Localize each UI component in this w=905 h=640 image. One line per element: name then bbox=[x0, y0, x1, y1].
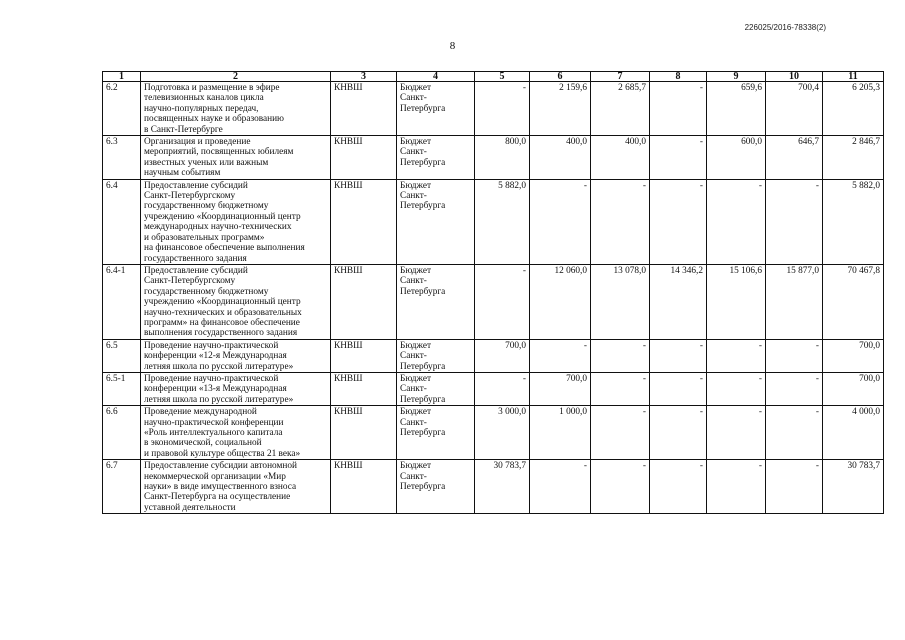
description-line: Проведение научно-практической bbox=[144, 340, 279, 351]
funding-source-line: Бюджет bbox=[400, 407, 432, 418]
funding-source-line: Санкт- bbox=[400, 147, 427, 158]
funding-source-cell bbox=[397, 179, 475, 264]
amount-cell-8: - bbox=[650, 460, 707, 514]
item-number-cell: 6.5-1 bbox=[103, 372, 141, 405]
table-row bbox=[103, 179, 884, 264]
amount-cell-9: - bbox=[707, 460, 766, 514]
funding-source-line: Петербурга bbox=[400, 157, 446, 168]
column-header: 1 bbox=[103, 72, 141, 82]
table-row bbox=[103, 406, 884, 460]
table-row bbox=[103, 372, 884, 405]
description-line: конференции «13-я Международная bbox=[144, 384, 287, 395]
description-line: государственного задания bbox=[144, 253, 247, 264]
amount-cell-9: 600,0 bbox=[707, 136, 766, 180]
funding-source-line: Петербурга bbox=[400, 103, 446, 114]
description-line: Предоставление субсидий bbox=[144, 180, 248, 191]
column-header: 7 bbox=[591, 72, 650, 82]
funding-source-line: Петербурга bbox=[400, 394, 446, 405]
description-line: учреждению «Координационный центр bbox=[144, 297, 301, 308]
description-line: науки» в виде имущественного взноса bbox=[144, 482, 297, 493]
amount-cell-9: - bbox=[707, 406, 766, 460]
funding-source-line: Бюджет bbox=[400, 180, 432, 191]
funding-source-line: Санкт- bbox=[400, 351, 427, 362]
column-header: 6 bbox=[530, 72, 591, 82]
description-line: телевизионных каналов цикла bbox=[144, 93, 264, 104]
amount-cell-7: - bbox=[591, 406, 650, 460]
funding-source-line: Петербурга bbox=[400, 286, 446, 297]
funding-source-line: Бюджет bbox=[400, 83, 432, 93]
amount-cell-11: 6 205,3 bbox=[823, 82, 884, 136]
executor-cell: КНВШ bbox=[331, 406, 397, 460]
description-line: и образовательных программ» bbox=[144, 232, 265, 243]
funding-source-cell bbox=[397, 136, 475, 180]
amount-cell-9: 659,6 bbox=[707, 82, 766, 136]
page-number: 8 bbox=[449, 40, 456, 52]
description-line: «Роль интеллектуального капитала bbox=[144, 428, 283, 438]
amount-cell-11: 2 846,7 bbox=[823, 136, 884, 180]
amount-cell-7: 2 685,7 bbox=[591, 82, 650, 136]
funding-source-line: Петербурга bbox=[400, 361, 446, 372]
amount-cell-5: - bbox=[475, 372, 530, 405]
item-number-cell: 6.3 bbox=[103, 136, 141, 180]
amount-cell-6: - bbox=[530, 339, 591, 372]
funding-source-line: Санкт- bbox=[400, 93, 427, 104]
funding-source-line: Санкт- bbox=[400, 471, 427, 482]
amount-cell-8: - bbox=[650, 372, 707, 405]
amount-cell-6: - bbox=[530, 179, 591, 264]
item-number-cell: 6.6 bbox=[103, 406, 141, 460]
document-registration-number: 226025/2016-78338(2) bbox=[744, 23, 826, 32]
table-row bbox=[103, 264, 884, 339]
description-line: государственному бюджетному bbox=[144, 201, 269, 212]
funding-source-line: Санкт- bbox=[400, 276, 427, 287]
description-line: международных научно-технических bbox=[144, 222, 292, 233]
executor-cell: КНВШ bbox=[331, 136, 397, 180]
funding-source-line: Бюджет bbox=[400, 340, 432, 351]
column-header: 11 bbox=[823, 72, 884, 82]
description-line: и правовой культуре общества 21 века» bbox=[144, 448, 301, 459]
executor-cell: КНВШ bbox=[331, 264, 397, 339]
description-line: летняя школа по русской литературе» bbox=[144, 361, 294, 372]
amount-cell-7: - bbox=[591, 460, 650, 514]
amount-cell-11: 700,0 bbox=[823, 339, 884, 372]
table-row bbox=[103, 339, 884, 372]
amount-cell-10: - bbox=[766, 339, 823, 372]
description-line: в экономической, социальной bbox=[144, 438, 262, 449]
executor-cell: КНВШ bbox=[331, 82, 397, 136]
amount-cell-11: 30 783,7 bbox=[823, 460, 884, 514]
item-number-cell: 6.2 bbox=[103, 82, 141, 136]
amount-cell-9: - bbox=[707, 372, 766, 405]
description-line: научным событиям bbox=[144, 168, 221, 179]
description-line: Санкт-Петербургскому bbox=[144, 191, 236, 202]
executor-cell: КНВШ bbox=[331, 372, 397, 405]
amount-cell-6: 400,0 bbox=[530, 136, 591, 180]
description-line: уставной деятельности bbox=[144, 502, 236, 513]
description-line: научно-технических и образовательных bbox=[144, 307, 302, 318]
executor-cell: КНВШ bbox=[331, 460, 397, 514]
activity-description-cell bbox=[141, 406, 331, 460]
amount-cell-5: 700,0 bbox=[475, 339, 530, 372]
column-header: 2 bbox=[141, 72, 331, 82]
description-line: известных ученых или важным bbox=[144, 157, 269, 168]
amount-cell-10: 15 877,0 bbox=[766, 264, 823, 339]
amount-cell-8: - bbox=[650, 406, 707, 460]
funding-source-line: Бюджет bbox=[400, 137, 432, 148]
activity-description-cell bbox=[141, 339, 331, 372]
amount-cell-5: 3 000,0 bbox=[475, 406, 530, 460]
description-line: научно-популярных передач, bbox=[144, 103, 259, 114]
amount-cell-7: 400,0 bbox=[591, 136, 650, 180]
activity-description-cell bbox=[141, 82, 331, 136]
amount-cell-10: - bbox=[766, 179, 823, 264]
amount-cell-5: 5 882,0 bbox=[475, 179, 530, 264]
item-number-cell: 6.7 bbox=[103, 460, 141, 514]
amount-cell-10: 646,7 bbox=[766, 136, 823, 180]
item-number-cell: 6.5 bbox=[103, 339, 141, 372]
amount-cell-6: 12 060,0 bbox=[530, 264, 591, 339]
amount-cell-6: 1 000,0 bbox=[530, 406, 591, 460]
funding-source-line: Санкт- bbox=[400, 384, 427, 395]
description-line: Организация и проведение bbox=[144, 137, 251, 148]
description-line: мероприятий, посвященных юбилеям bbox=[144, 147, 294, 158]
item-number-cell: 6.4-1 bbox=[103, 264, 141, 339]
description-line: некоммерческой организации «Мир bbox=[144, 471, 286, 482]
description-line: выполнения государственного задания bbox=[144, 328, 298, 339]
description-line: программ» на финансовое обеспечение bbox=[144, 317, 300, 328]
table-row bbox=[103, 82, 884, 136]
description-line: посвященных науке и образованию bbox=[144, 114, 285, 125]
description-line: Предоставление субсидии автономной bbox=[144, 461, 298, 472]
column-number-header-row bbox=[103, 72, 884, 82]
activity-description-cell bbox=[141, 264, 331, 339]
column-header: 10 bbox=[766, 72, 823, 82]
amount-cell-8: - bbox=[650, 179, 707, 264]
amount-cell-9: - bbox=[707, 339, 766, 372]
table-row bbox=[103, 136, 884, 180]
amount-cell-7: - bbox=[591, 372, 650, 405]
amount-cell-11: 700,0 bbox=[823, 372, 884, 405]
funding-source-line: Петербурга bbox=[400, 482, 446, 493]
amount-cell-7: - bbox=[591, 179, 650, 264]
amount-cell-9: 15 106,6 bbox=[707, 264, 766, 339]
amount-cell-8: - bbox=[650, 339, 707, 372]
funding-source-cell bbox=[397, 82, 475, 136]
amount-cell-11: 4 000,0 bbox=[823, 406, 884, 460]
amount-cell-6: - bbox=[530, 460, 591, 514]
description-line: летняя школа по русской литературе» bbox=[144, 394, 294, 405]
amount-cell-10: 700,4 bbox=[766, 82, 823, 136]
description-line: Санкт-Петербургскому bbox=[144, 276, 236, 287]
description-line: конференции «12-я Международная bbox=[144, 351, 287, 362]
column-header: 3 bbox=[331, 72, 397, 82]
column-header: 5 bbox=[475, 72, 530, 82]
amount-cell-9: - bbox=[707, 179, 766, 264]
funding-source-cell bbox=[397, 406, 475, 460]
amount-cell-5: 30 783,7 bbox=[475, 460, 530, 514]
executor-cell: КНВШ bbox=[331, 339, 397, 372]
amount-cell-7: - bbox=[591, 339, 650, 372]
activity-description-cell bbox=[141, 460, 331, 514]
amount-cell-11: 70 467,8 bbox=[823, 264, 884, 339]
executor-cell: КНВШ bbox=[331, 179, 397, 264]
funding-source-cell bbox=[397, 264, 475, 339]
amount-cell-8: 14 346,2 bbox=[650, 264, 707, 339]
amount-cell-6: 2 159,6 bbox=[530, 82, 591, 136]
amount-cell-10: - bbox=[766, 372, 823, 405]
program-activities-table bbox=[102, 71, 884, 514]
activity-description-cell bbox=[141, 136, 331, 180]
funding-source-cell bbox=[397, 372, 475, 405]
description-line: Проведение научно-практической bbox=[144, 373, 279, 384]
amount-cell-5: 800,0 bbox=[475, 136, 530, 180]
item-number-cell: 6.4 bbox=[103, 179, 141, 264]
description-line: учреждению «Координационный центр bbox=[144, 211, 301, 222]
table-row bbox=[103, 460, 884, 514]
description-line: Проведение международной bbox=[144, 407, 257, 418]
description-line: Подготовка и размещение в эфире bbox=[144, 83, 280, 93]
column-header: 9 bbox=[707, 72, 766, 82]
description-line: на финансовое обеспечение выполнения bbox=[144, 243, 305, 254]
column-header: 8 bbox=[650, 72, 707, 82]
funding-source-line: Бюджет bbox=[400, 265, 432, 276]
activity-description-cell bbox=[141, 179, 331, 264]
amount-cell-8: - bbox=[650, 82, 707, 136]
funding-source-line: Бюджет bbox=[400, 373, 432, 384]
description-line: государственному бюджетному bbox=[144, 286, 269, 297]
description-line: в Санкт-Петербурге bbox=[144, 124, 223, 135]
amount-cell-8: - bbox=[650, 136, 707, 180]
funding-source-cell bbox=[397, 339, 475, 372]
amount-cell-11: 5 882,0 bbox=[823, 179, 884, 264]
column-header: 4 bbox=[397, 72, 475, 82]
description-line: научно-практической конференции bbox=[144, 417, 284, 428]
amount-cell-6: 700,0 bbox=[530, 372, 591, 405]
funding-source-line: Петербурга bbox=[400, 201, 446, 212]
description-line: Предоставление субсидий bbox=[144, 265, 248, 276]
funding-source-line: Петербурга bbox=[400, 428, 446, 438]
amount-cell-7: 13 078,0 bbox=[591, 264, 650, 339]
funding-source-line: Бюджет bbox=[400, 461, 432, 472]
funding-source-line: Санкт- bbox=[400, 417, 427, 428]
amount-cell-10: - bbox=[766, 406, 823, 460]
amount-cell-10: - bbox=[766, 460, 823, 514]
description-line: Санкт-Петербурга на осуществление bbox=[144, 492, 291, 503]
amount-cell-5: - bbox=[475, 264, 530, 339]
funding-source-line: Санкт- bbox=[400, 191, 427, 202]
funding-source-cell bbox=[397, 460, 475, 514]
activity-description-cell bbox=[141, 372, 331, 405]
amount-cell-5: - bbox=[475, 82, 530, 136]
